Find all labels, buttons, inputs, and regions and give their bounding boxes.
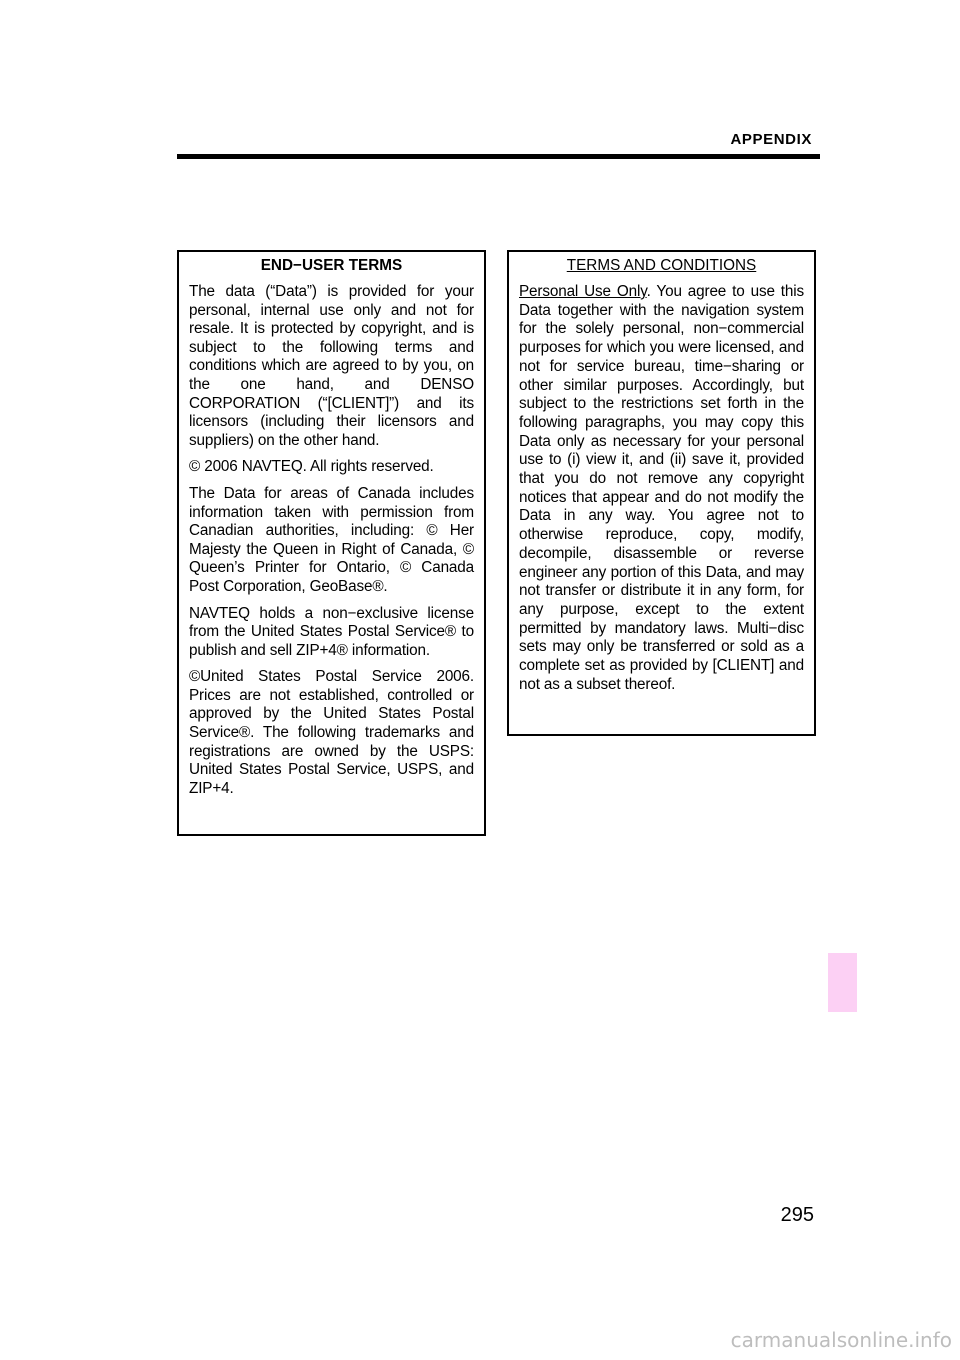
personal-use-paragraph xyxy=(519,283,804,694)
section-title: APPENDIX xyxy=(730,131,812,148)
terms-and-conditions-title: TERMS AND CONDITIONS xyxy=(566,257,757,274)
canada-data-paragraph: The Data for areas of Canada includes information taken with permission from Canadian authorities, including: © Her Majesty the Queen in Right of Canada, © Queen’s Printer for Ontario, © Canada Post Corporation, GeoBase®. xyxy=(189,484,474,595)
watermark: carmanualsonline.info xyxy=(730,1328,952,1352)
terms-and-conditions-box xyxy=(507,250,816,736)
terms-paragraph: The data (“Data”) is provided for your personal, internal use only and not for resale. It is protected by copyright, and is subject to the following terms and conditions which are agreed to by you, on the one hand, and DENSO CORPORATION (“[CLIENT]”) and its licensors (including their licensors and suppliers) on the other hand. xyxy=(189,283,474,449)
personal-use-heading: Personal Use Only xyxy=(519,283,647,300)
personal-use-text: . You agree to use this Data together with the navigation system for the solely personal, non−commercial purposes for which you were licensed, and not for service bureau, time−sharing or other similar purposes. Accordingly, but subject to the restrictions set forth in the following paragraphs, you may copy this Data only as necessary for your personal use to (i) view it, and (ii) save it, provided that you do not remove any copyright notices that appear and do not modify the Data in any way. You agree not to otherwise reproduce, copy, modify, decompile, disassemble or reverse engineer any portion of this Data, and may not transfer or distribute it in any form, for any purpose, except to the extent permitted by mandatory laws. Multi−disc sets may only be transferred or sold as a complete set as provided by [CLIENT] and not as a subset thereof. xyxy=(519,283,805,693)
usps-trademark-paragraph: ©United States Postal Service 2006. Prices are not established, controlled or approved by the United States Postal Service®. The following trademarks and registrations are owned by the USPS: United States Postal Service, USPS, and ZIP+4. xyxy=(189,668,474,797)
end-user-terms-box xyxy=(177,250,486,836)
page-number: 295 xyxy=(780,1204,814,1226)
usps-license-paragraph: NAVTEQ holds a non−exclusive license from the United States Postal Service® to publish and sell ZIP+4® information. xyxy=(189,604,474,659)
navteq-copyright: © 2006 NAVTEQ. All rights reserved. xyxy=(189,458,434,476)
section-tab xyxy=(828,953,857,1012)
header-rule xyxy=(177,154,820,159)
end-user-terms-title: END−USER TERMS xyxy=(260,257,403,274)
